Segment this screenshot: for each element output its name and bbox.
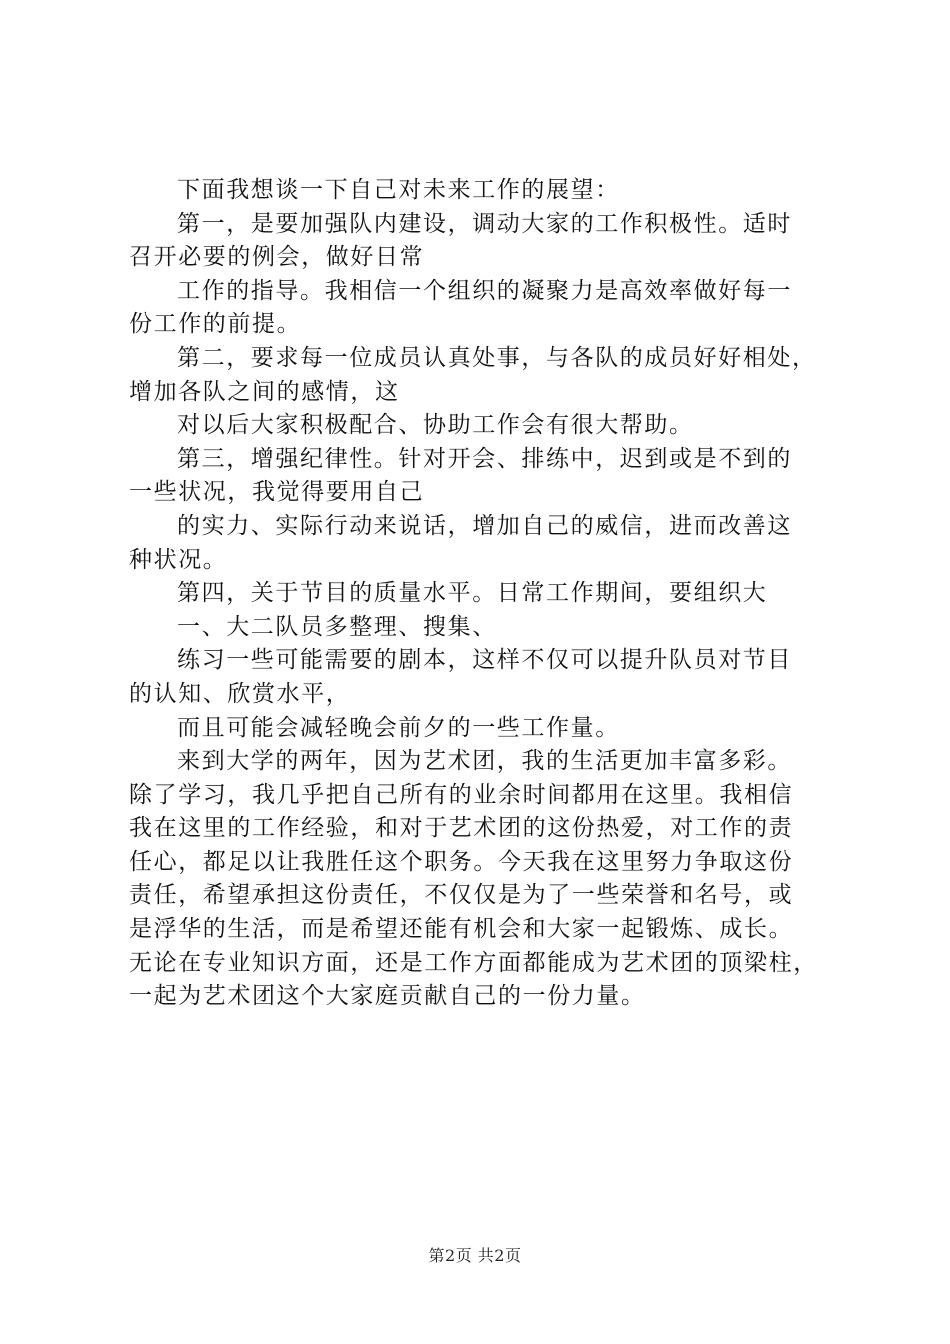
text-line: 来到大学的两年，因为艺术团，我的生活更加丰富多彩。 — [177, 748, 792, 775]
text-line: 的认知、欣赏水平， — [129, 680, 351, 707]
text-line: 第二，要求每一位成员认真处事，与各队的成员好好相处， — [177, 344, 817, 371]
text-line: 责任，希望承担这份责任，不仅仅是为了一些荣誉和名号，或 — [129, 882, 794, 909]
text-line: 第一，是要加强队内建设，调动大家的工作积极性。适时 — [177, 210, 792, 237]
text-line: 我在这里的工作经验，和对于艺术团的这份热爱，对工作的责 — [129, 815, 794, 842]
text-line: 一些状况，我觉得要用自己 — [129, 479, 425, 506]
text-line: 第三，增强纪律性。针对开会、排练中，迟到或是不到的 — [177, 445, 792, 472]
text-line: 一起为艺术团这个大家庭贡献自己的一份力量。 — [129, 983, 646, 1010]
text-line: 无论在专业知识方面，还是工作方面都能成为艺术团的顶梁柱， — [129, 949, 818, 976]
text-line: 种状况。 — [129, 546, 228, 573]
text-line: 增加各队之间的感情，这 — [129, 378, 400, 405]
text-line: 份工作的前提。 — [129, 311, 302, 338]
text-line: 第四，关于节目的质量水平。日常工作期间，要组织大 — [177, 580, 768, 607]
text-line: 除了学习，我几乎把自己所有的业余时间都用在这里。我相信 — [129, 781, 794, 808]
document-body — [129, 174, 849, 1014]
text-line: 是浮华的生活，而是希望还能有机会和大家一起锻炼、成长。 — [129, 916, 794, 943]
text-line: 工作的指导。我相信一个组织的凝聚力是高效率做好每一 — [177, 277, 792, 304]
page-number-footer: 第2页 共2页 — [428, 1246, 522, 1265]
text-line: 一、大二队员多整理、搜集、 — [177, 613, 497, 640]
text-line: 而且可能会减轻晚会前夕的一些工作量。 — [177, 714, 620, 741]
text-line: 练习一些可能需要的剧本，这样不仅可以提升队员对节目 — [177, 647, 792, 674]
text-line: 任心，都足以让我胜任这个职务。今天我在这里努力争取这份 — [129, 848, 794, 875]
text-line: 召开必要的例会，做好日常 — [129, 244, 425, 271]
text-line: 下面我想谈一下自己对未来工作的展望： — [177, 177, 620, 203]
text-line: 对以后大家积极配合、协助工作会有很大帮助。 — [177, 412, 694, 439]
text-line: 的实力、实际行动来说话，增加自己的威信，进而改善这 — [177, 512, 792, 539]
